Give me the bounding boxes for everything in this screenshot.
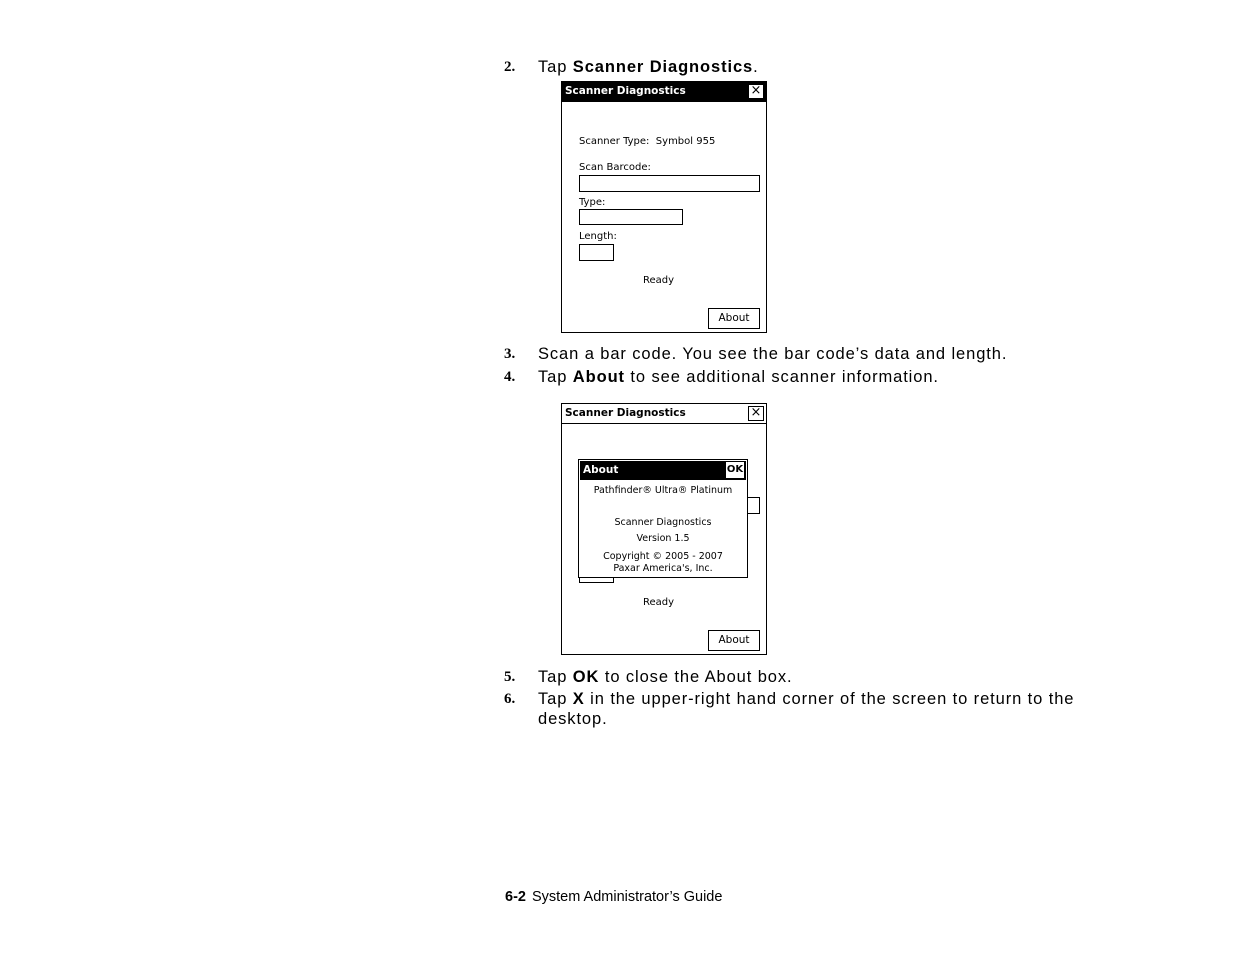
length-label: Length:	[579, 231, 617, 242]
step-text: Tap Scanner Diagnostics.	[538, 58, 759, 76]
step-text-continued: desktop.	[538, 710, 608, 728]
scanner-type-label: Scanner Type: Symbol 955	[579, 136, 716, 147]
status-text: Ready	[643, 597, 675, 608]
step-number: 6.	[504, 691, 516, 707]
company-text: Paxar America's, Inc.	[613, 563, 713, 574]
about-button[interactable]: About	[708, 308, 760, 329]
status-text: Ready	[643, 275, 675, 286]
step-number: 3.	[504, 346, 516, 362]
scan-barcode-field[interactable]	[579, 175, 760, 192]
window-title: Scanner Diagnostics	[565, 85, 686, 97]
window-title: Scanner Diagnostics	[565, 407, 686, 419]
dialog-title: About	[583, 464, 619, 476]
step-text: Scan a bar code. You see the bar code’s data and length.	[538, 345, 1008, 363]
app-name: Scanner Diagnostics	[614, 517, 712, 528]
ok-button[interactable]: OK	[726, 462, 744, 478]
page-footer	[505, 889, 722, 905]
dialog-titlebar	[580, 461, 746, 480]
window-titlebar	[562, 404, 766, 424]
about-button[interactable]: About	[708, 630, 760, 651]
step-text: Tap About to see additional scanner information.	[538, 368, 939, 386]
about-dialog	[578, 459, 748, 578]
product-name: Pathfinder® Ultra® Platinum	[593, 485, 733, 496]
type-label: Type:	[579, 197, 606, 208]
step-number: 4.	[504, 369, 516, 385]
scanner-type-value: Symbol 955	[655, 136, 716, 147]
length-field[interactable]	[579, 244, 614, 261]
close-icon[interactable]: ×	[748, 406, 764, 421]
page-number: 6-2	[505, 889, 526, 905]
scan-barcode-label: Scan Barcode:	[579, 162, 651, 173]
guide-title: System Administrator’s Guide	[531, 889, 723, 905]
step-number: 2.	[504, 59, 516, 75]
step-text: Tap X in the upper-right hand corner of the screen to return to the	[538, 690, 1075, 708]
window-titlebar	[562, 82, 766, 102]
close-icon[interactable]: ×	[748, 84, 764, 99]
type-field[interactable]	[579, 209, 683, 225]
scanner-diagnostics-window	[561, 81, 767, 333]
step-number: 5.	[504, 669, 516, 685]
version-text: Version 1.5	[636, 533, 690, 544]
step-text: Tap OK to close the About box.	[538, 668, 793, 686]
copyright-text: Copyright © 2005 - 2007	[603, 551, 723, 562]
